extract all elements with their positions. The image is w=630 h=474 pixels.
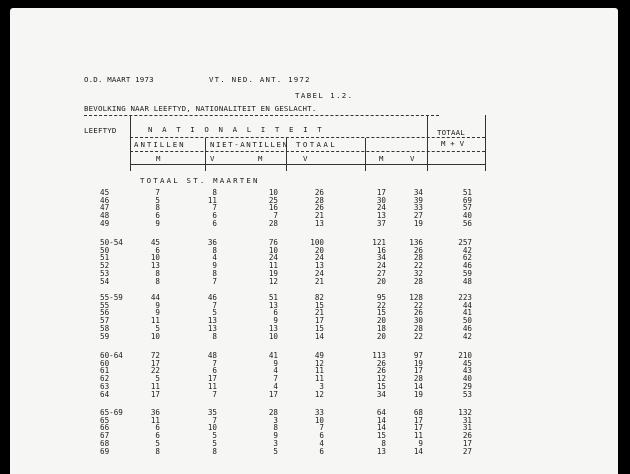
value-cell: 6 [319, 446, 324, 456]
value-cell: 14 [413, 381, 423, 391]
value-cell: 11 [150, 316, 160, 326]
value-cell: 42 [462, 245, 472, 255]
value-cell: 8 [273, 423, 278, 433]
value-cell: 9 [273, 358, 278, 368]
value-cell: 10 [207, 423, 217, 433]
age-cell: 65 [100, 415, 110, 425]
value-cell: 10 [268, 188, 278, 197]
value-cell: 13 [376, 446, 386, 456]
value-cell: 13 [268, 300, 278, 310]
value-cell: 44 [462, 300, 472, 310]
value-cell: 24 [314, 268, 324, 278]
value-cell: 7 [212, 389, 217, 399]
value-cell: 45 [462, 358, 472, 368]
value-cell: 21 [314, 308, 324, 318]
value-cell: 8 [381, 438, 386, 448]
value-cell: 72 [150, 351, 160, 360]
value-cell: 4 [273, 366, 278, 376]
col-m: M [156, 154, 161, 163]
col-m: M [258, 154, 263, 163]
value-cell: 13 [268, 323, 278, 333]
age-cell: 58 [100, 323, 110, 333]
value-cell: 28 [268, 408, 278, 417]
value-cell: 36 [207, 238, 217, 247]
value-cell: 5 [273, 446, 278, 456]
value-cell: 19 [413, 389, 423, 399]
col-nationaliteit: N A T I O N A L I T E I T [148, 125, 325, 134]
value-cell: 17 [268, 389, 278, 399]
value-cell: 26 [413, 308, 423, 318]
value-cell: 24 [376, 203, 386, 213]
col-totaal-mv: TOTAAL [437, 128, 465, 137]
value-cell: 136 [409, 238, 423, 247]
value-cell: 5 [155, 374, 160, 384]
value-cell: 48 [207, 351, 217, 360]
value-cell: 26 [376, 366, 386, 376]
value-cell: 6 [273, 308, 278, 318]
age-cell: 55 [100, 300, 110, 310]
value-cell: 11 [207, 195, 217, 205]
value-cell: 10 [268, 245, 278, 255]
age-cell: 57 [100, 316, 110, 326]
value-cell: 40 [462, 211, 472, 221]
value-cell: 25 [268, 195, 278, 205]
value-cell: 28 [413, 253, 423, 263]
value-cell: 5 [155, 195, 160, 205]
value-cell: 17 [413, 423, 423, 433]
age-cell: 65-69 [100, 408, 123, 417]
value-cell: 22 [413, 300, 423, 310]
value-cell: 7 [155, 188, 160, 197]
value-cell: 9 [273, 316, 278, 326]
value-cell: 22 [413, 331, 423, 341]
age-cell: 63 [100, 381, 110, 391]
value-cell: 19 [268, 268, 278, 278]
value-cell: 132 [458, 408, 472, 417]
value-cell: 6 [319, 431, 324, 441]
value-cell: 14 [314, 331, 324, 341]
header-rule-top [84, 115, 439, 116]
value-cell: 28 [413, 374, 423, 384]
value-cell: 5 [212, 308, 217, 318]
value-cell: 16 [268, 203, 278, 213]
value-cell: 28 [413, 323, 423, 333]
value-cell: 121 [372, 238, 386, 247]
value-cell: 6 [155, 245, 160, 255]
value-cell: 20 [376, 331, 386, 341]
value-cell: 10 [150, 331, 160, 341]
age-cell: 46 [100, 195, 110, 205]
value-cell: 8 [212, 188, 217, 197]
value-cell: 11 [314, 366, 324, 376]
value-cell: 26 [413, 245, 423, 255]
value-cell: 15 [314, 323, 324, 333]
value-cell: 9 [273, 431, 278, 441]
col-leeftyd: LEEFTYD [84, 126, 117, 135]
value-cell: 7 [212, 300, 217, 310]
document-page [10, 8, 618, 474]
value-cell: 9 [212, 261, 217, 271]
value-cell: 16 [376, 245, 386, 255]
value-cell: 57 [462, 203, 472, 213]
value-cell: 64 [376, 408, 386, 417]
value-cell: 34 [376, 253, 386, 263]
col-totaal: TOTAAL [296, 140, 338, 149]
value-cell: 42 [462, 331, 472, 341]
value-cell: 97 [413, 351, 423, 360]
value-cell: 257 [458, 238, 472, 247]
header-divider [365, 138, 366, 171]
value-cell: 9 [155, 308, 160, 318]
value-cell: 6 [212, 366, 217, 376]
value-cell: 22 [413, 261, 423, 271]
value-cell: 46 [462, 323, 472, 333]
value-cell: 6 [155, 423, 160, 433]
value-cell: 43 [462, 366, 472, 376]
value-cell: 3 [273, 438, 278, 448]
value-cell: 22 [150, 366, 160, 376]
value-cell: 7 [212, 358, 217, 368]
value-cell: 19 [413, 218, 423, 228]
value-cell: 17 [376, 188, 386, 197]
age-cell: 64 [100, 389, 110, 399]
value-cell: 6 [155, 211, 160, 221]
age-cell: 45 [100, 188, 110, 197]
value-cell: 17 [150, 389, 160, 399]
col-v: V [303, 154, 308, 163]
table-number: TABEL 1.2. [295, 91, 354, 100]
value-cell: 11 [150, 415, 160, 425]
value-cell: 49 [314, 351, 324, 360]
value-cell: 7 [273, 374, 278, 384]
value-cell: 14 [376, 415, 386, 425]
value-cell: 11 [413, 431, 423, 441]
value-cell: 28 [413, 276, 423, 286]
value-cell: 21 [314, 211, 324, 221]
value-cell: 20 [376, 316, 386, 326]
value-cell: 62 [462, 253, 472, 263]
age-cell: 55-59 [100, 293, 123, 302]
value-cell: 24 [314, 253, 324, 263]
header-rule-bottom [130, 164, 485, 165]
value-cell: 41 [462, 308, 472, 318]
value-cell: 53 [462, 389, 472, 399]
value-cell: 5 [212, 431, 217, 441]
value-cell: 40 [462, 374, 472, 384]
header-divider [427, 115, 428, 171]
value-cell: 24 [268, 253, 278, 263]
value-cell: 17 [413, 415, 423, 425]
value-cell: 24 [376, 261, 386, 271]
value-cell: 46 [207, 293, 217, 302]
value-cell: 12 [314, 389, 324, 399]
value-cell: 41 [268, 351, 278, 360]
value-cell: 7 [273, 211, 278, 221]
value-cell: 100 [310, 238, 324, 247]
value-cell: 31 [462, 415, 472, 425]
value-cell: 11 [268, 261, 278, 271]
value-cell: 223 [458, 293, 472, 302]
document-title: VT. NED. ANT. 1972 [209, 75, 311, 84]
value-cell: 10 [314, 415, 324, 425]
value-cell: 4 [319, 438, 324, 448]
age-cell: 56 [100, 308, 110, 318]
value-cell: 56 [462, 218, 472, 228]
age-cell: 50 [100, 245, 110, 255]
value-cell: 27 [376, 268, 386, 278]
age-cell: 47 [100, 203, 110, 213]
age-cell: 69 [100, 446, 110, 456]
value-cell: 27 [462, 446, 472, 456]
value-cell: 14 [413, 446, 423, 456]
value-cell: 20 [376, 276, 386, 286]
age-cell: 48 [100, 211, 110, 221]
date-line: O.D. MAART 1973 [84, 75, 154, 84]
value-cell: 5 [155, 323, 160, 333]
age-cell: 50-54 [100, 238, 123, 247]
value-cell: 35 [207, 408, 217, 417]
value-cell: 15 [376, 431, 386, 441]
col-mv: M + V [441, 139, 465, 148]
age-cell: 68 [100, 438, 110, 448]
age-cell: 52 [100, 261, 110, 271]
age-cell: 49 [100, 218, 110, 228]
value-cell: 15 [376, 308, 386, 318]
value-cell: 6 [155, 431, 160, 441]
value-cell: 33 [314, 408, 324, 417]
value-cell: 46 [462, 261, 472, 271]
age-cell: 59 [100, 331, 110, 341]
value-cell: 76 [268, 238, 278, 247]
age-cell: 61 [100, 366, 110, 376]
value-cell: 48 [462, 276, 472, 286]
value-cell: 26 [314, 188, 324, 197]
value-cell: 17 [462, 438, 472, 448]
value-cell: 6 [212, 211, 217, 221]
value-cell: 8 [155, 268, 160, 278]
value-cell: 32 [413, 268, 423, 278]
col-antillen: ANTILLEN [134, 140, 186, 149]
value-cell: 17 [207, 374, 217, 384]
age-cell: 66 [100, 423, 110, 433]
value-cell: 31 [462, 423, 472, 433]
value-cell: 12 [268, 276, 278, 286]
value-cell: 20 [314, 245, 324, 255]
value-cell: 27 [413, 211, 423, 221]
col-v: V [210, 154, 215, 163]
header-rule-lower [130, 151, 485, 152]
value-cell: 8 [212, 446, 217, 456]
value-cell: 11 [150, 381, 160, 391]
value-cell: 26 [376, 358, 386, 368]
header-divider [205, 138, 206, 171]
value-cell: 7 [212, 276, 217, 286]
value-cell: 50 [462, 316, 472, 326]
value-cell: 8 [155, 446, 160, 456]
value-cell: 10 [268, 331, 278, 341]
value-cell: 11 [207, 381, 217, 391]
value-cell: 15 [376, 381, 386, 391]
age-cell: 54 [100, 276, 110, 286]
value-cell: 95 [376, 293, 386, 302]
value-cell: 34 [376, 389, 386, 399]
value-cell: 17 [413, 366, 423, 376]
header-divider [485, 115, 486, 171]
value-cell: 8 [155, 203, 160, 213]
age-cell: 62 [100, 374, 110, 384]
value-cell: 39 [413, 195, 423, 205]
table-subtitle: BEVOLKING NAAR LEEFTYD, NATIONALITEIT EN GESLACHT. [84, 104, 317, 113]
value-cell: 82 [314, 293, 324, 302]
value-cell: 29 [462, 381, 472, 391]
value-cell: 19 [413, 358, 423, 368]
value-cell: 13 [314, 218, 324, 228]
value-cell: 30 [376, 195, 386, 205]
value-cell: 5 [212, 438, 217, 448]
value-cell: 17 [314, 316, 324, 326]
col-m: M [379, 154, 384, 163]
value-cell: 14 [376, 423, 386, 433]
value-cell: 8 [212, 268, 217, 278]
value-cell: 13 [376, 211, 386, 221]
value-cell: 37 [376, 218, 386, 228]
age-cell: 51 [100, 253, 110, 263]
value-cell: 6 [212, 218, 217, 228]
value-cell: 9 [155, 218, 160, 228]
value-cell: 45 [150, 238, 160, 247]
header-divider [130, 115, 131, 171]
value-cell: 12 [376, 374, 386, 384]
value-cell: 7 [212, 415, 217, 425]
section-title: TOTAAL ST. MAARTEN [140, 176, 260, 185]
value-cell: 13 [207, 323, 217, 333]
value-cell: 33 [413, 203, 423, 213]
value-cell: 10 [150, 253, 160, 263]
age-cell: 60 [100, 358, 110, 368]
value-cell: 17 [150, 358, 160, 368]
value-cell: 26 [462, 431, 472, 441]
age-cell: 53 [100, 268, 110, 278]
age-cell: 60-64 [100, 351, 123, 360]
value-cell: 21 [314, 276, 324, 286]
value-cell: 13 [207, 316, 217, 326]
value-cell: 7 [212, 203, 217, 213]
value-cell: 69 [462, 195, 472, 205]
value-cell: 8 [212, 245, 217, 255]
value-cell: 44 [150, 293, 160, 302]
value-cell: 5 [155, 438, 160, 448]
value-cell: 9 [155, 300, 160, 310]
value-cell: 9 [418, 438, 423, 448]
value-cell: 12 [314, 358, 324, 368]
value-cell: 8 [155, 276, 160, 286]
value-cell: 4 [273, 381, 278, 391]
value-cell: 8 [212, 331, 217, 341]
value-cell: 51 [462, 188, 472, 197]
value-cell: 3 [273, 415, 278, 425]
value-cell: 15 [314, 300, 324, 310]
age-cell: 67 [100, 431, 110, 441]
value-cell: 22 [376, 300, 386, 310]
value-cell: 3 [319, 381, 324, 391]
value-cell: 128 [409, 293, 423, 302]
value-cell: 28 [268, 218, 278, 228]
value-cell: 28 [314, 195, 324, 205]
value-cell: 26 [314, 203, 324, 213]
value-cell: 4 [212, 253, 217, 263]
value-cell: 113 [372, 351, 386, 360]
value-cell: 59 [462, 268, 472, 278]
value-cell: 13 [314, 261, 324, 271]
value-cell: 18 [376, 323, 386, 333]
value-cell: 51 [268, 293, 278, 302]
col-niet-antillen: NIET-ANTILLEN [210, 140, 289, 149]
value-cell: 68 [413, 408, 423, 417]
value-cell: 36 [150, 408, 160, 417]
value-cell: 34 [413, 188, 423, 197]
value-cell: 11 [314, 374, 324, 384]
value-cell: 13 [150, 261, 160, 271]
value-cell: 210 [458, 351, 472, 360]
value-cell: 30 [413, 316, 423, 326]
header-rule-mid [130, 137, 485, 138]
value-cell: 7 [319, 423, 324, 433]
col-v: V [410, 154, 415, 163]
